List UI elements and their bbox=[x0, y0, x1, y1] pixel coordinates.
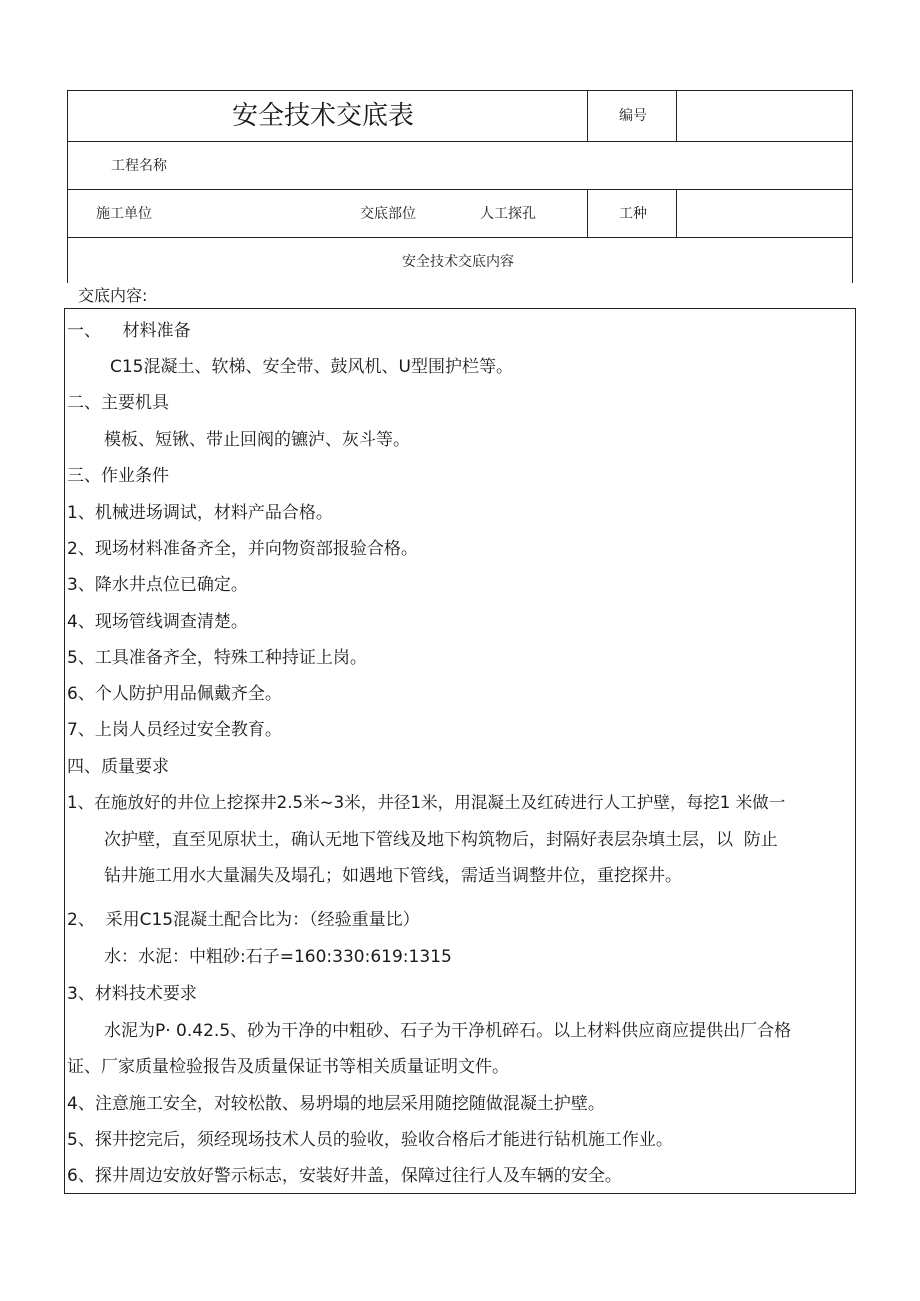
header-divider-a bbox=[587, 90, 588, 141]
header-border-top bbox=[67, 90, 853, 91]
list-item: 1、机械进场调试，材料产品合格。 bbox=[67, 503, 333, 523]
header-divider-c bbox=[587, 189, 588, 237]
project-name-label: 工程名称 bbox=[111, 158, 167, 174]
header-border-row3 bbox=[67, 237, 853, 238]
section-1-title: 一、 材料准备 bbox=[67, 321, 191, 341]
list-item: 3、材料技术要求 bbox=[67, 984, 197, 1004]
content-heading: 安全技术交底内容 bbox=[402, 254, 514, 270]
list-item-continuation: 次护壁，直至见原状土，确认无地下管线及地下构筑物后，封隔好表层杂填土层，以 防止 bbox=[104, 830, 778, 850]
section-3-title: 三、作业条件 bbox=[67, 466, 169, 486]
number-value[interactable] bbox=[690, 109, 840, 125]
number-label: 编号 bbox=[619, 108, 647, 124]
list-item: 6、个人防护用品佩戴齐全。 bbox=[67, 684, 282, 704]
list-item-continuation: 证、厂家质量检验报告及质量保证书等相关质量证明文件。 bbox=[67, 1057, 509, 1077]
section-2-title: 二、主要机具 bbox=[67, 393, 169, 413]
list-item: 3、降水井点位已确定。 bbox=[67, 575, 248, 595]
header-border-right bbox=[852, 90, 853, 283]
part-label: 交底部位 bbox=[360, 206, 416, 222]
header-divider-b bbox=[676, 90, 677, 141]
project-name-value[interactable] bbox=[200, 159, 800, 175]
section-4-title: 四、质量要求 bbox=[67, 757, 169, 777]
header-border-row1 bbox=[67, 141, 853, 142]
trade-label: 工种 bbox=[619, 206, 647, 222]
list-item-continuation: 水泥为P· 0.42.5、砂为干净的中粗砂、石子为干净机碎石。以上材料供应商应提供出厂合格 bbox=[104, 1021, 792, 1041]
list-item: 6、探井周边安放好警示标志，安装好井盖，保障过往行人及车辆的安全。 bbox=[67, 1166, 622, 1186]
list-item: 4、现场管线调查清楚。 bbox=[67, 612, 248, 632]
section-1-body: C15混凝土、软梯、安全带、鼓风机、U型围护栏等。 bbox=[110, 357, 513, 377]
list-item: 4、注意施工安全，对较松散、易坍塌的地层采用随挖随做混凝土护壁。 bbox=[67, 1094, 605, 1114]
list-item: 2、现场材料准备齐全，并向物资部报验合格。 bbox=[67, 539, 418, 559]
list-item: 1、在施放好的井位上挖探井2.5米~3米，井径1米，用混凝土及红砖进行人工护壁，每挖1 米做一 bbox=[67, 793, 786, 812]
trade-value[interactable] bbox=[690, 207, 840, 223]
header-border-row2 bbox=[67, 189, 853, 190]
list-item: 5、探井挖完后，须经现场技术人员的验收，验收合格后才能进行钻机施工作业。 bbox=[67, 1130, 673, 1150]
list-item: 7、上岗人员经过安全教育。 bbox=[67, 720, 282, 740]
section-2-body: 模板、短锹、带止回阀的镳泸、灰斗等。 bbox=[104, 430, 410, 450]
header-border-left bbox=[67, 90, 68, 283]
list-item: 5、工具准备齐全，特殊工种持证上岗。 bbox=[67, 648, 367, 668]
page-title: 安全技术交底表 bbox=[232, 101, 415, 131]
construction-unit-label: 施工单位 bbox=[96, 206, 152, 222]
content-label: 交底内容: bbox=[78, 286, 148, 305]
header-divider-d bbox=[676, 189, 677, 237]
list-item: 2、 采用C15混凝土配合比为：（经验重量比） bbox=[67, 910, 420, 930]
mix-ratio: 水：水泥：中粗砂:石子=160:330:619:1315 bbox=[104, 947, 452, 967]
list-item-continuation: 钻井施工用水大量漏失及塌孔；如遇地下管线，需适当调整井位，重挖探井。 bbox=[104, 866, 682, 886]
part-value: 人工探孔 bbox=[480, 206, 536, 222]
